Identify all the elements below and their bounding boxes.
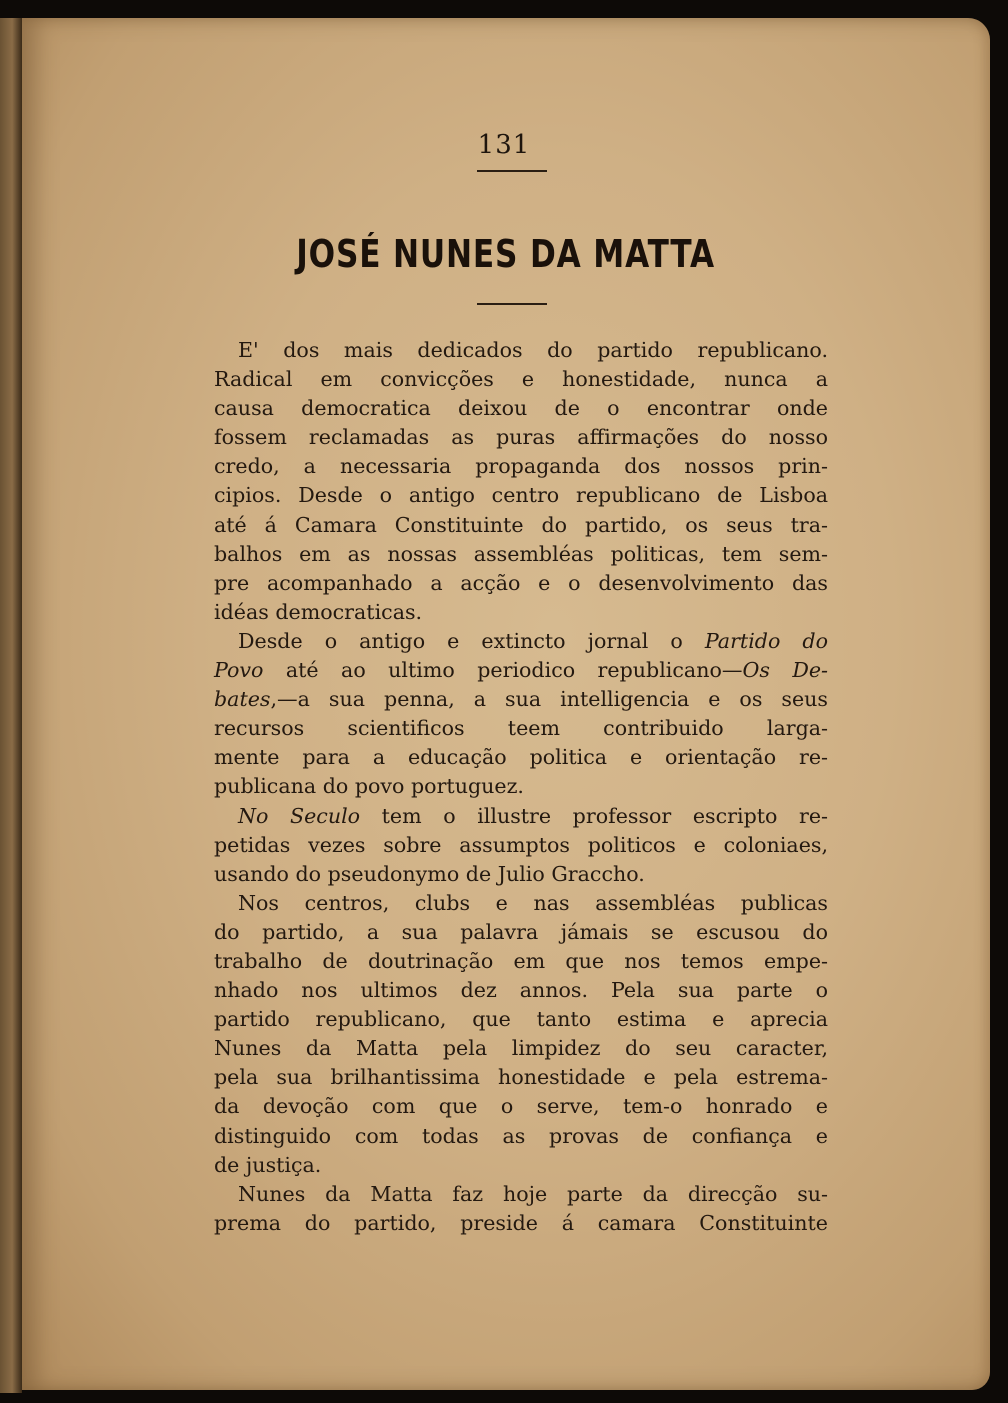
- text-segment: pre acompanhado a acção e o desenvolvimento das: [214, 570, 828, 595]
- text-line: [214, 889, 828, 918]
- text-line: [214, 1209, 828, 1238]
- text-line: [214, 598, 828, 627]
- text-line: [214, 365, 828, 394]
- text-segment: E' dos mais dedicados do partido republicano.: [238, 338, 828, 362]
- text-line: [214, 656, 828, 685]
- text-segment: credo, a necessaria propaganda dos nossos prin-: [214, 454, 828, 479]
- text-segment: balhos em as nossas assembléas politicas, tem sem-: [214, 541, 828, 566]
- text-segment: nhado nos ultimos dez annos. Pela sua parte o: [214, 978, 828, 1003]
- text-segment: trabalho de doutrinação em que nos temos empe-: [214, 948, 828, 973]
- text-segment: tem o illustre professor escripto re-: [360, 803, 828, 828]
- text-line: [214, 627, 828, 656]
- text-line: [214, 481, 828, 510]
- italic-text: Povo: [214, 658, 264, 683]
- text-line: [214, 394, 828, 423]
- text-line: [214, 511, 828, 540]
- facing-page-edge: [0, 18, 22, 1393]
- title-rule: [477, 303, 547, 305]
- text-line: [214, 743, 828, 772]
- text-segment: Desde o antigo e extincto jornal o: [238, 628, 705, 653]
- text-segment: Nos centros, clubs e nas assembléas publicas: [238, 890, 828, 915]
- text-segment: causa democratica deixou de o encontrar onde: [214, 396, 828, 421]
- text-segment: até á Camara Constituinte do partido, os seus tra-: [214, 512, 828, 537]
- body-text: [214, 336, 828, 1238]
- page-number-rule: [477, 170, 547, 172]
- text-line: [214, 452, 828, 481]
- text-segment: Nunes da Matta faz hoje parte da direcção su-: [238, 1181, 828, 1206]
- text-segment: publicana do povo portuguez.: [214, 774, 524, 799]
- text-line: [214, 802, 828, 831]
- text-line: [214, 918, 828, 947]
- text-segment: cipios. Desde o antigo centro republicano de Lisboa: [214, 483, 828, 508]
- text-segment: da devoção com que o serve, tem-o honrado e: [214, 1094, 828, 1119]
- text-line: [214, 976, 828, 1005]
- text-segment: até ao ultimo periodico republicano—: [263, 658, 743, 683]
- text-line: [214, 1063, 828, 1092]
- text-segment: partido republicano, que tanto estima e aprecia: [214, 1007, 828, 1032]
- text-segment: recursos scientificos teem contribuido larga-: [214, 716, 828, 741]
- text-segment: ,—a sua penna, a sua intelligencia e os seus: [270, 687, 828, 712]
- text-segment: petidas vezes sobre assumptos politicos e coloniaes,: [214, 832, 828, 857]
- italic-text: Os De-: [742, 658, 829, 683]
- text-segment: do partido, a sua palavra jámais se escusou do: [214, 919, 828, 944]
- italic-text: Partido do: [704, 628, 829, 653]
- text-segment: fossem reclamadas as puras affirmações do nosso: [214, 425, 828, 450]
- text-segment: Radical em convicções e honestidade, nunca a: [214, 367, 828, 392]
- text-line: [214, 569, 828, 598]
- text-line: [214, 685, 828, 714]
- text-segment: usando do pseudonymo de Julio Graccho.: [214, 861, 645, 886]
- text-segment: prema do partido, preside á camara Constituinte: [214, 1210, 828, 1235]
- text-line: [214, 423, 828, 452]
- italic-text: bates: [214, 687, 271, 712]
- text-segment: pela sua brilhantissima honestidade e pela estrema-: [214, 1065, 828, 1090]
- text-segment: Nunes da Matta pela limpidez do seu caracter,: [214, 1036, 828, 1061]
- text-line: [214, 772, 828, 801]
- page-number: 131: [477, 130, 531, 160]
- text-line: [214, 1180, 828, 1209]
- text-line: [214, 947, 828, 976]
- text-line: [214, 1122, 828, 1151]
- section-title: JOSÉ NUNES DA MATTA: [296, 232, 715, 276]
- text-segment: idéas democraticas.: [214, 599, 423, 624]
- text-line: [214, 336, 828, 365]
- text-line: [214, 714, 828, 743]
- text-segment: distinguido com todas as provas de confiança e: [214, 1123, 828, 1148]
- text-line: [214, 1151, 828, 1180]
- text-line: [214, 1092, 828, 1121]
- italic-text: No Seculo: [238, 803, 361, 828]
- text-line: [214, 831, 828, 860]
- text-line: [214, 1034, 828, 1063]
- text-line: [214, 540, 828, 569]
- text-segment: de justiça.: [214, 1152, 322, 1177]
- text-segment: mente para a educação politica e orientação re-: [214, 745, 828, 770]
- text-line: [214, 1005, 828, 1034]
- text-line: [214, 860, 828, 889]
